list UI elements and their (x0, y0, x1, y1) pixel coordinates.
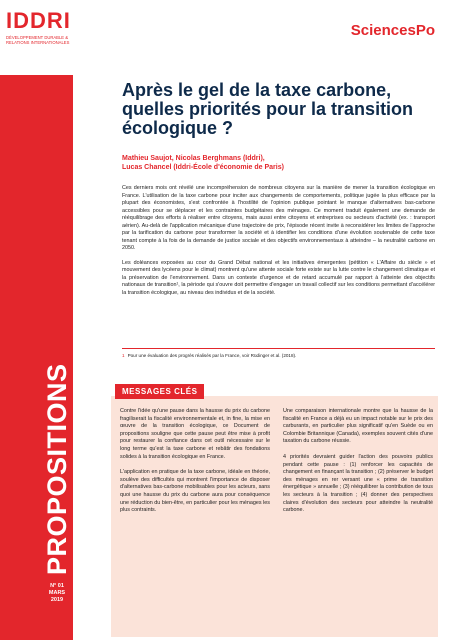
key-messages-label: MESSAGES CLÉS (115, 384, 204, 399)
intro-paragraph: Les doléances exposées au cour du Grand Débat national et les initiatives émergentes (pétition « L'Affaire du siècle » et mouvement des lycéens pour le climat) montrent qu'une attente sociale forte existe sur la lutte contre le changement climatique et la préservation de l'environnement. Dans un contexte d'urgence et de retard accumulé par rapport à l'atteinte des objectifs nationaux de transition¹, la période qui s'ouvre doit permettre d'engager un travail collectif sur les conditions permettant d'accélérer la transition écologique, au niveau des individus et de la société. (122, 259, 435, 296)
footnote-number: 1 (122, 353, 125, 358)
series-label-container (2, 363, 72, 575)
issue-month: MARS (48, 590, 66, 596)
logo-subtitle: DÉVELOPPEMENT DURABLE & RELATIONS INTERNATIONALES (6, 35, 70, 45)
authors-line-1: Mathieu Saujot, Nicolas Berghmans (Iddri), (122, 155, 265, 162)
issue-year: 2019 (50, 597, 64, 603)
footnote (122, 353, 435, 358)
intro-paragraph: Ces derniers mois ont révélé une incompréhension de nombreux citoyens sur la manière de mener la transition écologique en France. L'utilisation de la taxe carbone pour inciter aux changements de comportements, politique jugée la plus efficace par la plupart des économistes, s'est confrontée à l'hostilité de l'opinion publique pointant le manque d'alternatives bas-carbone accessibles pour se déplacer et les contraintes budgétaires des ménages. Ce moment traduit également une demande de rééquilibrage des efforts à réaliser entre citoyens, mais aussi entre citoyens et entreprises ou secteurs d'activité (ex. : transport aérien). Au-delà de l'application mécanique d'une trajectoire de prix, l'épisode récent invite à reconsidérer les limites de l'approche par la tarification du carbone pour transformer la société et à identifier les conditions d'une évolution soutenable de cette taxe tenant compte à la fois de la demande de justice sociale et des objectifs environnementaux à atteindre – la neutralité carbone en 2050. (122, 185, 435, 251)
issue-number: N° 01 (50, 583, 64, 589)
key-message: 4 priorités devraient guider l'action des pouvoirs publics pendant cette pause : (1) renforcer les capacités de changement en finançant la transition ; (2) préserver le budget des ménages en rer versant une « prime de transition énergétique » annuelle ; (3) rééquilibrer la contribution de tous les secteurs à la transition ; (4) donner des perspectives claires d'évolution des secteurs pour atteindre la neutralité carbone. (283, 453, 433, 514)
key-message: Une comparaison internationale montre que la hausse de la fiscalité en France a déjà eu un impact notable sur le prix des carburants, en particulier plus significatif qu'en Suède ou en Colombie Britannique (Canada), exemples souvent cités d'une taxation du carbone réussie. (283, 408, 433, 445)
iddri-logo (6, 10, 72, 45)
authors (122, 154, 402, 172)
series-label: PROPOSITIONS (42, 363, 72, 575)
issue-info (42, 583, 72, 604)
logo-text: IDDRI (6, 8, 71, 33)
left-sidebar (0, 0, 73, 640)
footnote-text: Pour une évaluation des progrès réalisés par la France, voir Rüdinger et al. (2018). (127, 353, 297, 358)
authors-line-2: Lucas Chancel (Iddri-École d'économie de Paris) (122, 164, 284, 171)
key-message: L'application en pratique de la taxe carbone, idéale en théorie, soulève des difficultés qui montrent l'importance de disposer d'alternatives bas-carbone mobilisables pour les acteurs, sans quoi une hausse du prix du carbone aura pour conséquence une réduction du bien-être, en particulier pour les ménages les plus contraints. (120, 469, 270, 514)
sciencespo-logo: SciencesPo (350, 22, 435, 39)
key-messages-right-column (283, 408, 433, 523)
intro-text (122, 185, 435, 304)
key-messages-left-column (120, 408, 270, 523)
page-title: Après le gel de la taxe carbone, quelles priorités pour la transition écologique ? (122, 80, 414, 138)
footnote-divider (122, 348, 435, 349)
key-message: Contre l'idée qu'une pause dans la hausse du prix du carbone fragiliserait la fiscalité environnementale et, in fine, la mise en œuvre de la transition écologique, ce Document de propositions souligne que cette pause peut être mise à profit pour restaurer la confiance dans cet outil nécessaire sur le long terme qu'est la taxe carbone et rebâtir des fondations solides à la transition écologique en France. (120, 408, 270, 460)
